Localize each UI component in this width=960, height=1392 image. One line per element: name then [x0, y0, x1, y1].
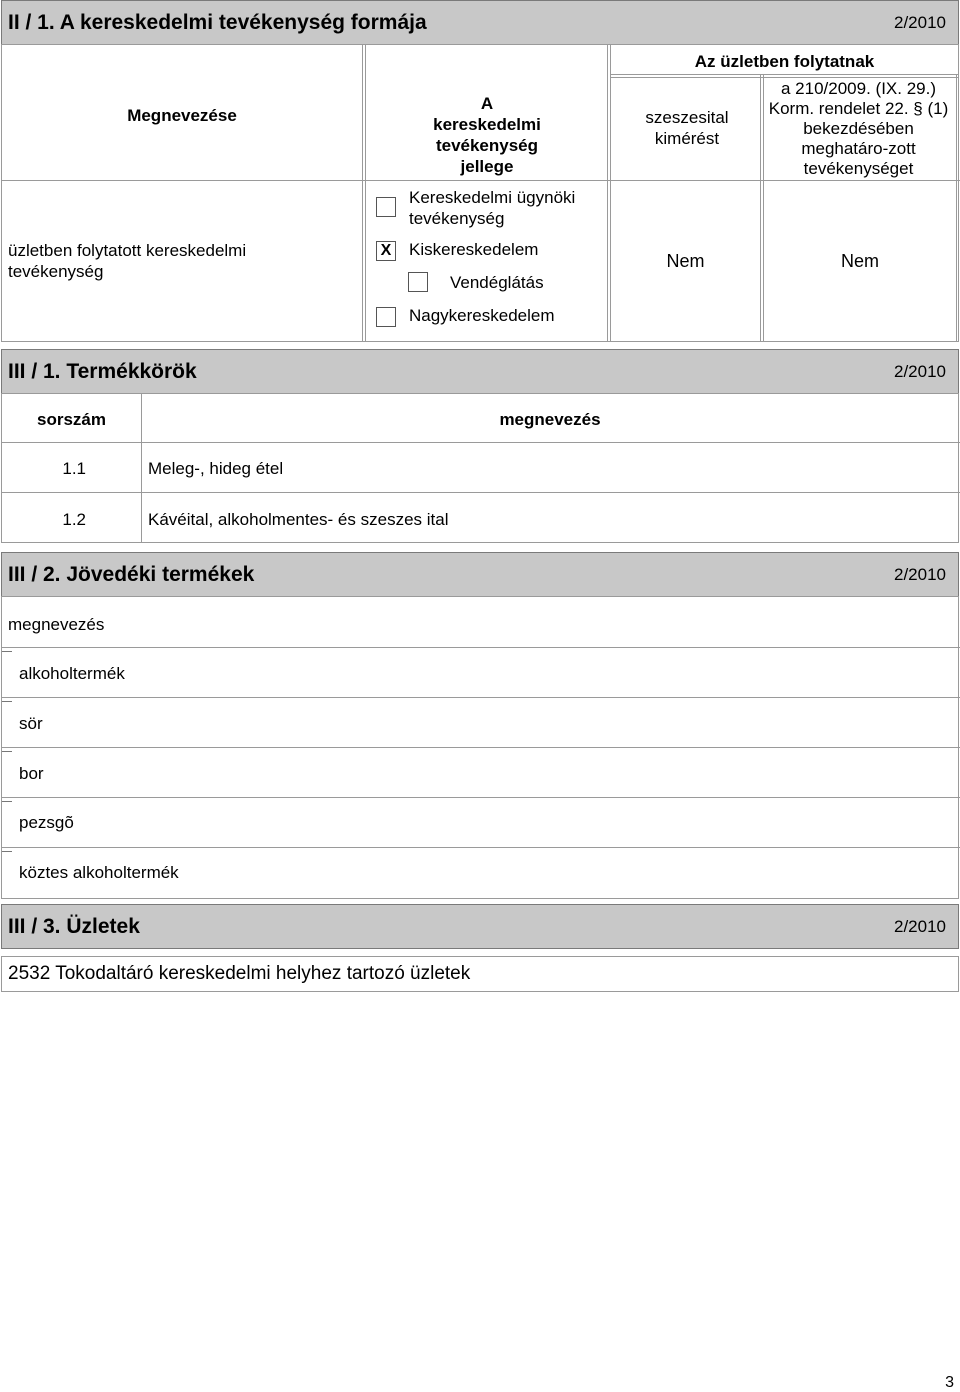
checkbox-catering[interactable] — [408, 272, 428, 292]
option-wholesale: Nagykereskedelem — [409, 306, 555, 325]
row-label: üzletben folytatott kereskedelmi tevékenység — [8, 241, 247, 281]
checkbox-wholesale[interactable] — [376, 307, 396, 327]
col-decree-header: a 210/2009. (IX. 29.) Korm. rendelet 22. § (1) bekezdésében meghatáro-zott tevékenységet — [768, 79, 949, 178]
section-ii-1-title: II / 1. A kereskedelmi tevékenység formája — [8, 10, 427, 34]
list-item: sör — [19, 714, 43, 733]
section-iii-3-header — [1, 904, 959, 949]
list-item: alkoholtermék — [19, 664, 125, 683]
list-item: köztes alkoholtermék — [19, 863, 179, 882]
col-spirits-header: szeszesital kimérést — [645, 108, 729, 148]
col-type-header: A kereskedelmi tevékenység jellege — [433, 94, 541, 176]
product-table — [1, 393, 959, 543]
table-row-1-name: Meleg-, hideg étel — [148, 459, 284, 478]
col-no-header: sorszám — [37, 410, 106, 429]
table-row-2-name: Kávéital, alkoholmentes- és szeszes ital — [148, 510, 449, 529]
option-commercial-agent: Kereskedelmi ügynöki tevékenység — [409, 188, 576, 228]
option-retail: Kiskereskedelem — [409, 240, 539, 259]
section-iii-1-header — [1, 349, 959, 394]
table-row-2-no: 1.2 — [62, 510, 86, 529]
section-iii-2-date: 2/2010 — [894, 564, 946, 584]
section-iii-2-header — [1, 552, 959, 597]
section-iii-2-title: III / 2. Jövedéki termékek — [8, 562, 255, 586]
col-name-header: megnevezés — [499, 410, 601, 429]
section-ii-1-header — [1, 0, 959, 45]
col-name-header: Megnevezése — [127, 106, 237, 125]
shops-box — [1, 956, 959, 992]
shops-text: 2532 Tokodaltáró kereskedelmi helyhez tartozó üzletek — [8, 963, 471, 984]
section-iii-1-title: III / 1. Termékkörök — [8, 359, 197, 383]
section-ii-1-table — [1, 44, 959, 342]
section-ii-1-date: 2/2010 — [894, 12, 946, 32]
section-iii-3-date: 2/2010 — [894, 916, 946, 936]
page-number: 3 — [945, 1374, 954, 1391]
section-iii-1-date: 2/2010 — [894, 361, 946, 381]
excise-col-name-header: megnevezés — [8, 615, 105, 634]
checkbox-commercial-agent[interactable] — [376, 197, 396, 217]
col-performed-header: Az üzletben folytatnak — [694, 52, 875, 71]
checkbox-retail[interactable]: X — [376, 241, 396, 261]
table-row-1-no: 1.1 — [62, 459, 86, 478]
spirits-value: Nem — [666, 251, 705, 271]
decree-value: Nem — [840, 251, 879, 271]
section-iii-3-title: III / 3. Üzletek — [8, 914, 140, 938]
excise-table — [1, 596, 959, 899]
option-catering: Vendéglátás — [450, 273, 544, 292]
list-item: bor — [19, 764, 44, 783]
list-item: pezsgõ — [19, 813, 74, 832]
